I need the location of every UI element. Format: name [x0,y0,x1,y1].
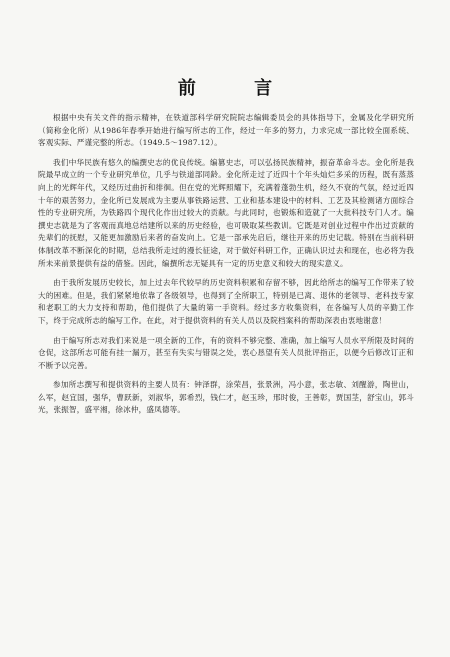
paragraph-intro: 根据中央有关文件的指示精神，在铁道部科学研究院院志编辑委员会的具体指导下，金属及化学研究所（简称金化所）从1986年春季开始进行编写所志的工作，经过一年多的努力，力求完成一部比较全面系统、客观实际、严谨完整的所志。（1949.5～1987.12）。 [38,113,414,148]
paragraph-disclaimer: 由于编写所志对我们来说是一项全新的工作，有的资料不够完整、准确，加上编写人员水平所限及时间的仓促，这部所志可能有挂一漏万，甚至有失实与错误之处，衷心恳望有关人员批评指正，以便今后修改订正和不断予以完善。 [38,335,414,370]
page-title: 前 言 [177,78,299,99]
paragraph-acknowledgement: 由于我所发展历史较长，加上过去年代较早的历史资料积累和存留不够，因此给所志的编写工作带来了较大的困难。但是，我们紧紧地依靠了各级领导，也得到了全所职工，特别是已离、退休的老领导、老科技专家和老职工的大力支持和帮助，他们提供了大量的第一手资料。经过多方收集资料，在各编写人员的辛勤工作下，终于完成所志的编写工作。在此，对于提供资料的有关人员以及院档案科的帮助深表由衷地谢意！ [38,278,414,325]
paragraph-contributors: 参加所志撰写和提供资料的主要人员有：钟泽群，涂荣昌，张景洲，冯小意，张志敏、刘醒游，陶世山，么军，赵宜国，强华，曹跃新，刘淑华，郭希烈，钱仁才，赵玉珍，邢时俊，王善彰，贾国茎，舒宝山，郭斗光，张振智，盛平湘，徐冰仲，盛凤德等。 [38,380,414,415]
preface-body [38,112,414,424]
paragraph-purpose: 我们中华民族有悠久的编撰史志的优良传统。编篡史志，可以弘扬民族精神，振奋革命斗志。金化所是我院最早成立的一个专业研究单位，几乎与铁道部同龄。金化所走过了近四十个年头灿烂多采的历程，既有蒸蒸向上的光辉年代，又经历过曲折和徘徊。但在党的光辉照耀下，充满着蓬勃生机，经久不衰的气氛，经过近四十年的艰苦努力，金化所已发展成为主要从事铁路运营、工业和基本建设中的材料、工艺及其检测诸方面综合性的专业研究所，为铁路四个现代化作出过较大的贡献。与此同时，也锻炼和造就了一大批科技专门人才。编撰史志就是为了客观而真地总结建所以来的历史经验，也可吸取某些教训。它既是对创业过程中作出过贡献的先辈们的抚慰，又能更加激励后来者的奋发向上。它是一部承先启后，继往开来的历史记载。特别在当前科研体制改革不断深化的时期，总结我所走过的漫长征途，对于做好科研工作，正确认识过去和现在，也必将为我所未来前景提供有益的借鉴。因此，编撰所志无疑具有一定的历史意义和较大的现实意义。 [38,157,414,268]
